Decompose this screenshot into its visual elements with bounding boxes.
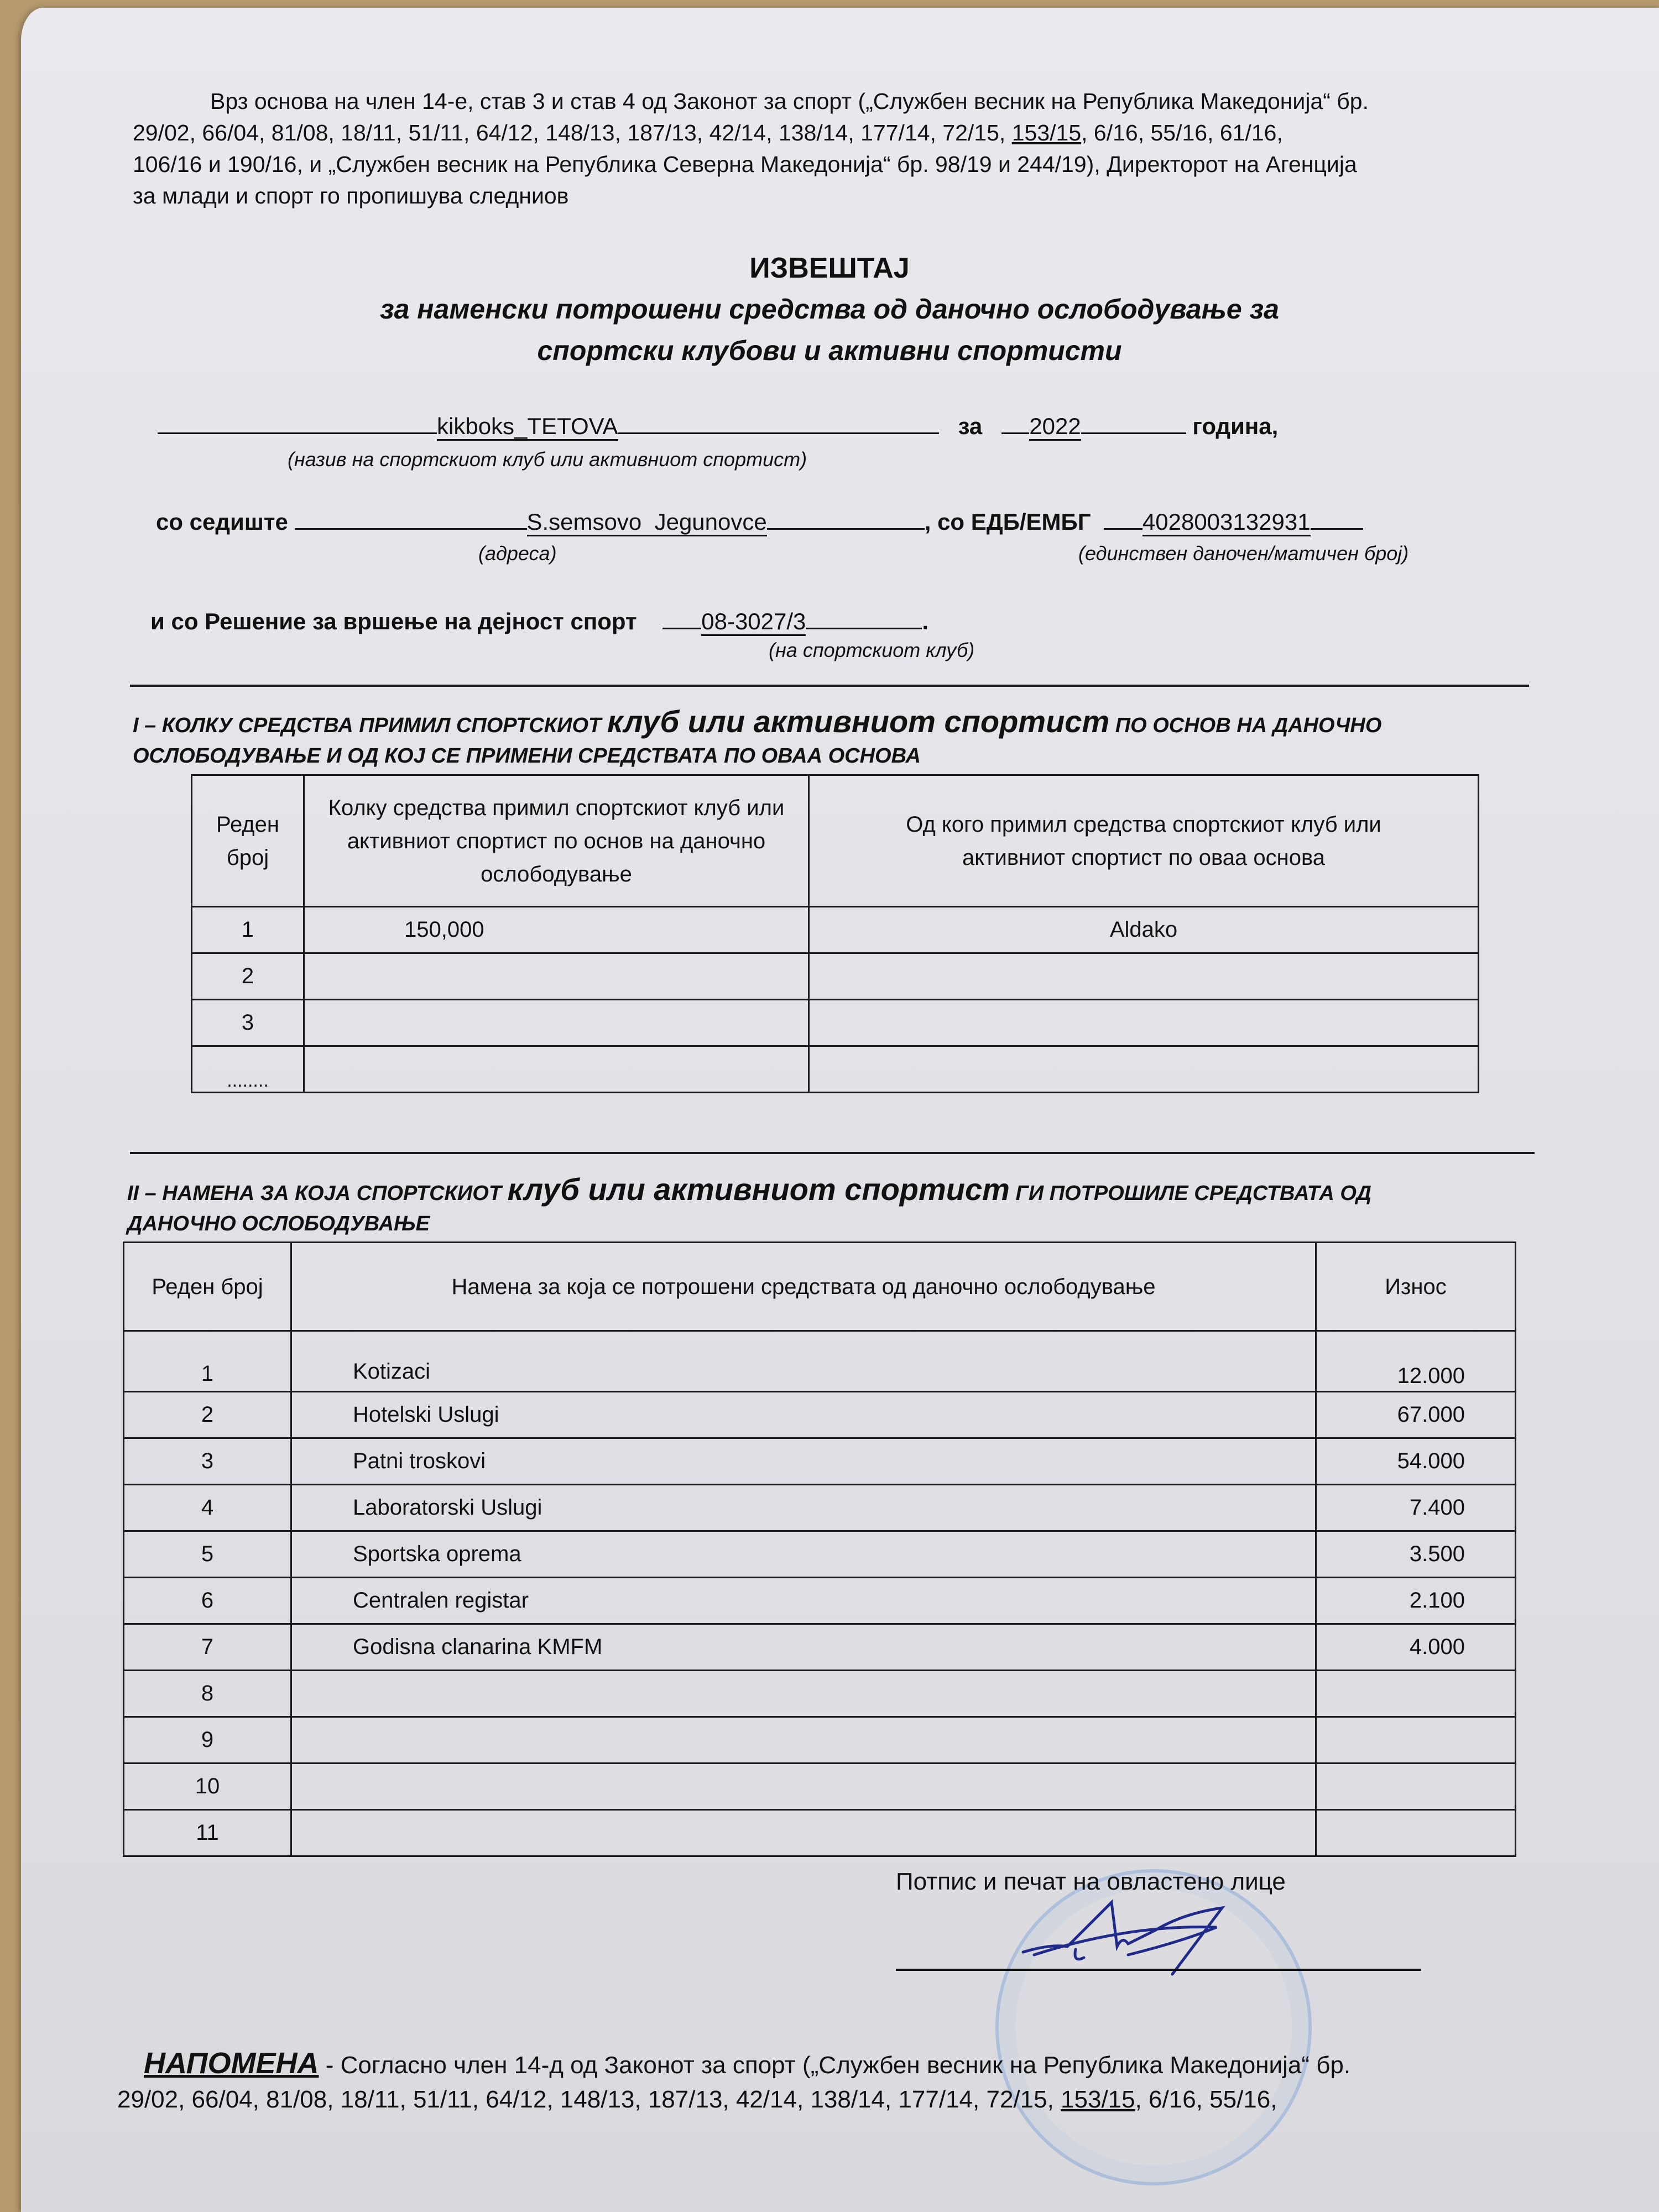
row-no: 8	[124, 1671, 291, 1717]
document-subtitle-2: спортски клубови и активни спортисти	[537, 335, 1122, 366]
document-title: ИЗВЕШТАЈ	[749, 252, 910, 284]
decision-field[interactable]: 08-3027/3	[701, 608, 806, 636]
row-amount[interactable]: 3.500	[1316, 1531, 1516, 1578]
table-row	[124, 1717, 1516, 1764]
table-row	[124, 1531, 1516, 1578]
row-source[interactable]	[809, 953, 1479, 1000]
row-no: 1	[124, 1331, 291, 1392]
col-header-source: Од кого примил средства спортскиот клуб или активниот спортист по оваа основа	[809, 775, 1479, 907]
row-amount[interactable]: 150,000	[304, 907, 809, 953]
intro-line-1: Врз основа на член 14-е, став 3 и став 4 од Законот за спорт („Службен весник на Република Македонија“ бр.	[210, 88, 1369, 114]
row-purpose[interactable]: Godisna clanarina KMFM	[291, 1624, 1316, 1671]
row-amount[interactable]	[1316, 1810, 1516, 1856]
row-no: 3	[124, 1438, 291, 1485]
note-title: НАПОМЕНА	[144, 2047, 319, 2080]
edb-field[interactable]: 4028003132931	[1142, 509, 1311, 536]
za-label: за	[958, 413, 983, 439]
row-amount[interactable]	[304, 1046, 809, 1093]
spent-funds-table	[123, 1241, 1516, 1857]
row-no: 7	[124, 1624, 291, 1671]
section-2-heading-post: ГИ ПОТРОШИЛЕ СРЕДСТВАТА ОД	[1009, 1182, 1371, 1205]
row-no: 4	[124, 1485, 291, 1531]
received-funds-table	[191, 774, 1479, 1093]
row-amount[interactable]: 54.000	[1316, 1438, 1516, 1485]
section-1-heading	[133, 703, 1493, 768]
table-row	[124, 1810, 1516, 1856]
row-amount[interactable]	[1316, 1717, 1516, 1764]
address-hint: (адреса)	[478, 542, 557, 565]
table-row	[124, 1764, 1516, 1810]
row-amount[interactable]	[304, 1000, 809, 1046]
row-amount[interactable]	[304, 953, 809, 1000]
row-no: 6	[124, 1578, 291, 1624]
row-no: 5	[124, 1531, 291, 1578]
col-header-no: Реден број	[124, 1243, 291, 1331]
decision-suffix: .	[922, 608, 929, 634]
note-text-2: 29/02, 66/04, 81/08, 18/11, 51/11, 64/12, 148/13, 187/13, 42/14, 138/14, 177/14, 72/15,	[117, 2086, 1061, 2113]
table-row	[124, 1671, 1516, 1717]
table-row	[124, 1438, 1516, 1485]
decision-row	[150, 606, 928, 635]
club-name-field[interactable]: kikboks_TETOVA	[437, 413, 618, 441]
note-text-2-end: , 6/16, 55/16,	[1135, 2086, 1277, 2113]
year-suffix: година,	[1192, 413, 1279, 439]
row-amount[interactable]: 4.000	[1316, 1624, 1516, 1671]
edb-label: , со ЕДБ/ЕМБГ	[924, 509, 1091, 535]
row-purpose[interactable]	[291, 1764, 1316, 1810]
section-1-heading-pre: I – КОЛКУ СРЕДСТВА ПРИМИЛ СПОРТСКИОТ	[133, 714, 607, 737]
table-row	[124, 1624, 1516, 1671]
intro-line-2: 29/02, 66/04, 81/08, 18/11, 51/11, 64/12, 148/13, 187/13, 42/14, 138/14, 177/14, 72/15,	[133, 120, 1012, 145]
row-purpose[interactable]	[291, 1810, 1316, 1856]
table-row	[192, 953, 1479, 1000]
row-purpose[interactable]: Laboratorski Uslugi	[291, 1485, 1316, 1531]
row-no: 3	[192, 1000, 304, 1046]
row-amount[interactable]	[1316, 1764, 1516, 1810]
divider-2	[130, 1152, 1535, 1154]
row-no: 11	[124, 1810, 291, 1856]
section-1-heading-post: ПО ОСНОВ НА ДАНОЧНО	[1109, 714, 1382, 737]
signature-icon	[1018, 1891, 1250, 1980]
row-purpose[interactable]: Sportska oprema	[291, 1531, 1316, 1578]
row-source[interactable]	[809, 1000, 1479, 1046]
decision-label: и со Решение за вршење на дејност спорт	[150, 608, 637, 634]
row-purpose[interactable]	[291, 1671, 1316, 1717]
row-no: 10	[124, 1764, 291, 1810]
intro-paragraph	[133, 86, 1493, 212]
divider-1	[130, 685, 1529, 687]
col-header-no: Реден број	[192, 775, 304, 907]
intro-line-4: за млади и спорт го пропишува следниов	[133, 183, 569, 208]
year-field[interactable]: 2022	[1029, 413, 1081, 441]
table-row	[192, 1046, 1479, 1093]
club-name-row	[158, 410, 1278, 440]
intro-line-2-end: , 6/16, 55/16, 61/16,	[1081, 120, 1283, 145]
address-field[interactable]: S.semsovo Jegunovce	[527, 509, 767, 536]
seat-row	[156, 506, 1363, 535]
table-row	[124, 1392, 1516, 1438]
row-no: ........	[192, 1046, 304, 1093]
edb-hint: (единствен даночен/матичен број)	[1078, 542, 1409, 565]
section-2-heading-pre: II – НАМЕНА ЗА КОЈА СПОРТСКИОТ	[127, 1182, 508, 1205]
row-source[interactable]: Aldako	[809, 907, 1479, 953]
signature-label: Потпис и печат на овластено лице	[896, 1868, 1286, 1895]
row-purpose[interactable]	[291, 1717, 1316, 1764]
document-subtitle-1: за наменски потрошени средства од даночно ослободување за	[380, 294, 1279, 325]
section-2-heading-line-2: ДАНОЧНО ОСЛОБОДУВАЊЕ	[127, 1212, 430, 1235]
row-purpose[interactable]: Patni troskovi	[291, 1438, 1316, 1485]
row-amount[interactable]	[1316, 1671, 1516, 1717]
note-line-2	[117, 2086, 1277, 2114]
row-no: 1	[192, 907, 304, 953]
section-2-heading	[127, 1171, 1543, 1236]
row-amount[interactable]: 7.400	[1316, 1485, 1516, 1531]
table-row	[124, 1578, 1516, 1624]
signature-line	[896, 1969, 1421, 1971]
gazette-ref-underlined: 153/15	[1011, 120, 1082, 145]
decision-hint: (на спортскиот клуб)	[769, 639, 975, 661]
col-header-purpose: Намена за која се потрошени средствата од даночно ослободување	[291, 1243, 1316, 1331]
club-name-hint: (назив на спортскиот клуб или активниот спортист)	[288, 448, 807, 471]
row-amount[interactable]: 2.100	[1316, 1578, 1516, 1624]
col-header-amount: Колку средства примил спортскиот клуб или активниот спортист по основ на даночно ослободување	[304, 775, 809, 907]
row-purpose[interactable]: Centralen registar	[291, 1578, 1316, 1624]
note-gazette-ref-underlined: 153/15	[1061, 2086, 1135, 2113]
section-1-heading-line-2: ОСЛОБОДУВАЊЕ И ОД КОЈ СЕ ПРИМЕНИ СРЕДСТВАТА ПО ОВАА ОСНОВА	[133, 744, 921, 768]
row-no: 2	[192, 953, 304, 1000]
table-row	[192, 1000, 1479, 1046]
section-1-heading-emph: клуб или активниот спортист	[607, 704, 1110, 739]
row-purpose[interactable]: Hotelski Uslugi	[291, 1392, 1316, 1438]
intro-line-3: 106/16 и 190/16, и „Службен весник на Република Северна Македонија“ бр. 98/19 и 244/19), Директорот на Агенција	[133, 152, 1357, 177]
row-amount[interactable]: 67.000	[1316, 1392, 1516, 1438]
col-header-amount: Износ	[1316, 1243, 1516, 1331]
table-row	[124, 1485, 1516, 1531]
row-source[interactable]	[809, 1046, 1479, 1093]
table-row	[124, 1331, 1516, 1392]
row-no: 9	[124, 1717, 291, 1764]
row-purpose[interactable]: Kotizaci	[291, 1331, 1316, 1392]
note-text-1: - Согласно член 14-д од Законот за спорт („Службен весник на Република Македонија“ бр.	[319, 2052, 1351, 2079]
seat-label: со седиште	[156, 509, 288, 535]
row-no: 2	[124, 1392, 291, 1438]
row-amount[interactable]: 12.000	[1316, 1331, 1516, 1392]
note-line-1	[144, 2046, 1350, 2080]
table-row	[192, 907, 1479, 953]
section-2-heading-emph: клуб или активниот спортист	[507, 1172, 1010, 1207]
